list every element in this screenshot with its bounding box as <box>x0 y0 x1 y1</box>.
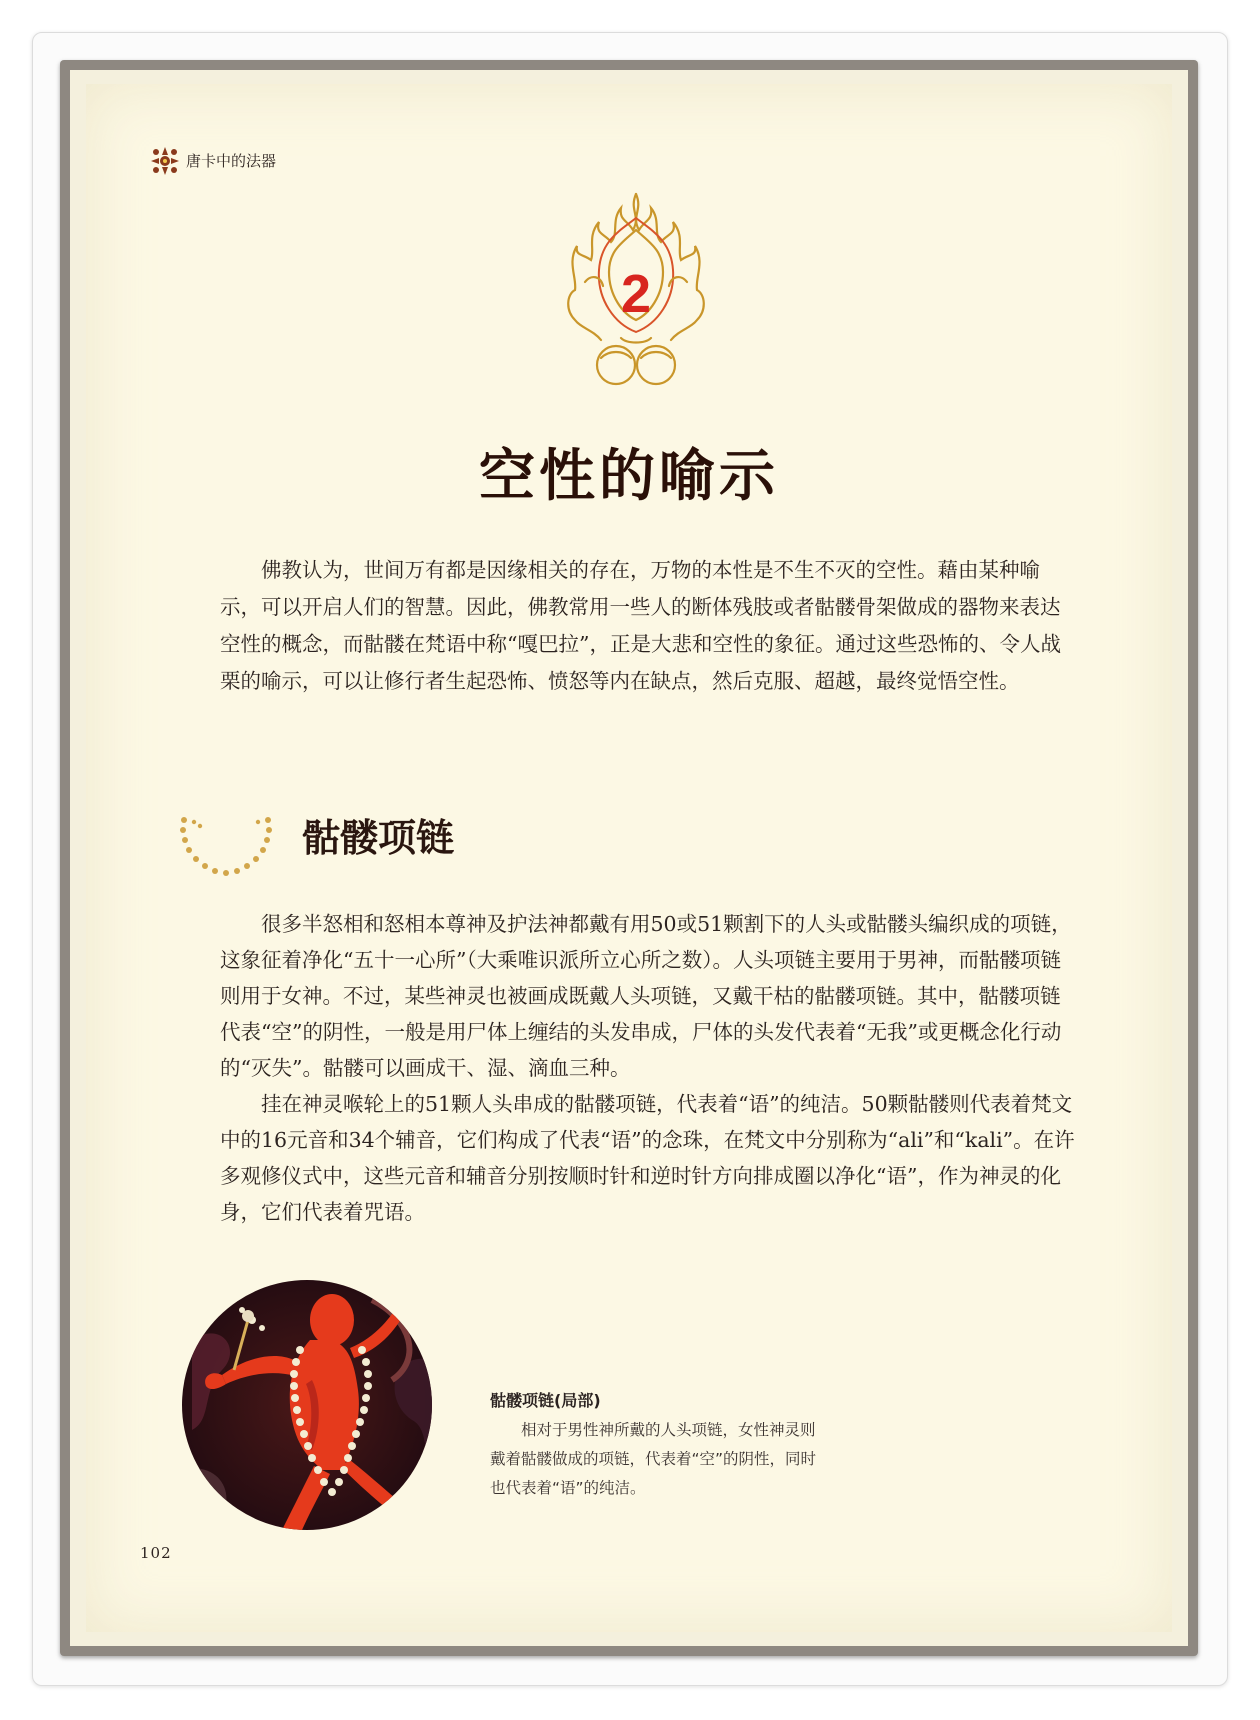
section-body <box>220 906 1080 1230</box>
section-paragraph: 挂在神灵喉轮上的51颗人头串成的骷髅项链，代表着“语”的纯洁。50颗骷髅则代表着梵文中的16元音和34个辅音，它们构成了代表“语”的念珠，在梵文中分别称为“ali”和“kali”。在许多观修仪式中，这些元音和辅音分别按顺时针和逆时针方向排成圈以净化“语”，作为神灵的化身，它们代表着咒语。 <box>220 1092 1075 1224</box>
skull-garland-ornament-icon <box>174 802 284 882</box>
dharma-wheel-ornament-icon <box>150 146 180 176</box>
section-title: 骷髅项链 <box>302 816 455 860</box>
chapter-emblem <box>561 190 711 390</box>
book-page <box>70 70 1188 1646</box>
figure-caption-title: 骷髅项链(局部) <box>490 1391 601 1410</box>
running-title: 唐卡中的法器 <box>186 152 277 170</box>
chapter-number: 2 <box>620 264 652 324</box>
page-number: 102 <box>140 1544 172 1562</box>
intro-paragraph: 佛教认为，世间万有都是因缘相关的存在，万物的本性是不生不灭的空性。藉由某种喻示，可以开启人们的智慧。因此，佛教常用一些人的断体残肢或者骷髅骨架做成的器物来表达空性的概念，而骷髅在梵语中称“嘎巴拉”，正是大悲和空性的象征。通过这些恐怖的、令人战栗的喻示，可以让修行者生起恐怖、愤怒等内在缺点，然后克服、超越，最终觉悟空性。 <box>220 558 1061 693</box>
red-dakini-figure <box>182 1280 432 1530</box>
chapter-title: 空性的喻示 <box>479 444 779 509</box>
figure-caption-body: 相对于男性神所戴的人头项链，女性神灵则戴着骷髅做成的项链，代表着“空”的阴性，同时也代表着“语”的纯洁。 <box>490 1421 817 1497</box>
thangka-image <box>182 1280 432 1530</box>
section-paragraph: 很多半怒相和怒相本尊神及护法神都戴有用50或51颗割下的人头或骷髅头编织成的项链，这象征着净化“五十一心所”（大乘唯识派所立心所之数）。人头项链主要用于男神，而骷髅项链则用于女神。不过，某些神灵也被画成既戴人头项链，又戴干枯的骷髅项链。其中，骷髅项链代表“空”的阴性，一般是用尸体上缠结的头发串成，尸体的头发代表着“无我”或更概念化行动的“灭失”。骷髅可以画成干、湿、滴血三种。 <box>220 912 1072 1080</box>
